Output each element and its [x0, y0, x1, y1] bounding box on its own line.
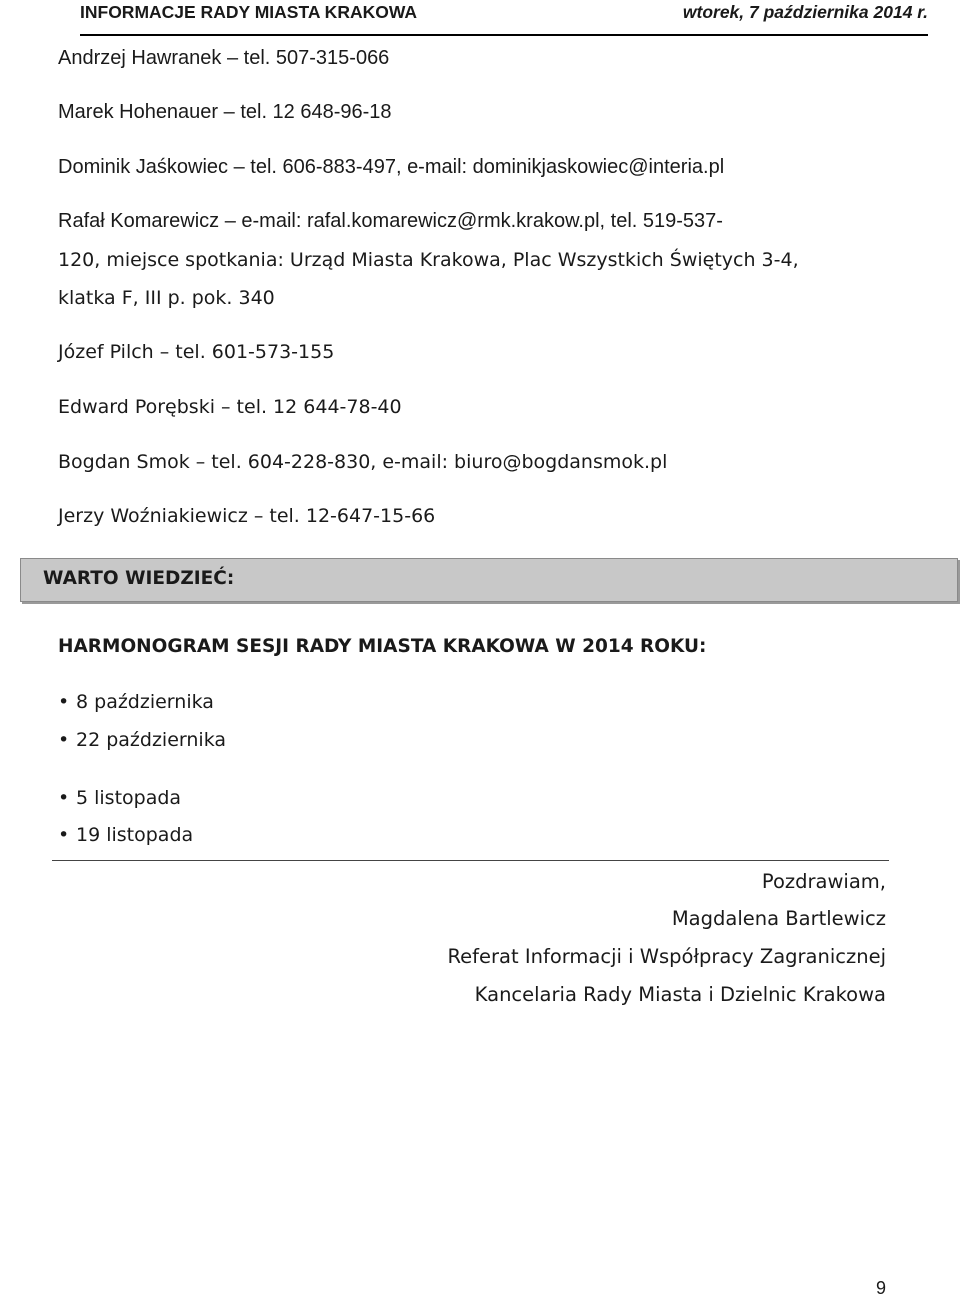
- contact-hohenauer: Marek Hohenauer – tel. 12 648-96-18: [58, 101, 392, 123]
- header-date: wtorek, 7 października 2014 r.: [682, 2, 928, 22]
- schedule-item: • 8 października: [58, 691, 214, 713]
- contact-pilch: Józef Pilch – tel. 601-573-155: [58, 341, 335, 363]
- contact-komarewicz-line2: 120, miejsce spotkania: Urząd Miasta Krakowa, Plac Wszystkich Świętych 3-4,: [58, 249, 799, 271]
- schedule-item: • 5 listopada: [58, 787, 182, 809]
- bullet-icon: •: [58, 824, 70, 846]
- schedule-title: HARMONOGRAM SESJI RADY MIASTA KRAKOWA W 2014 ROKU:: [58, 636, 707, 657]
- contact-porebski: Edward Porębski – tel. 12 644-78-40: [58, 396, 402, 418]
- bullet-icon: •: [58, 787, 70, 809]
- contact-komarewicz-line3: klatka F, III p. pok. 340: [58, 287, 275, 309]
- signature-greeting: Pozdrawiam,: [761, 870, 886, 893]
- schedule-item: • 19 listopada: [58, 824, 194, 846]
- contact-smok: Bogdan Smok – tel. 604-228-830, e-mail: biuro@bogdansmok.pl: [58, 451, 668, 473]
- page-header: [80, 0, 928, 36]
- bullet-icon: •: [58, 691, 70, 713]
- page-number: 9: [875, 1278, 886, 1298]
- divider: [52, 860, 889, 861]
- schedule-item: • 22 października: [58, 729, 227, 751]
- info-box-title: WARTO WIEDZIEĆ:: [43, 568, 235, 589]
- signature-department: Referat Informacji i Współpracy Zagranicznej: [447, 945, 886, 968]
- contact-komarewicz-line1: Rafał Komarewicz – e-mail: rafal.komarewicz@rmk.krakow.pl, tel. 519-537-: [58, 210, 723, 232]
- contact-wozniakiewicz: Jerzy Woźniakiewicz – tel. 12-647-15-66: [58, 505, 436, 527]
- bullet-icon: •: [58, 729, 70, 751]
- contact-hawranek: Andrzej Hawranek – tel. 507-315-066: [58, 47, 390, 69]
- info-box: [20, 558, 958, 602]
- header-title: INFORMACJE RADY MIASTA KRAKOWA: [80, 2, 418, 22]
- signature-office: Kancelaria Rady Miasta i Dzielnic Krakowa: [474, 983, 886, 1006]
- contact-jaskowiec: Dominik Jaśkowiec – tel. 606-883-497, e-mail: dominikjaskowiec@interia.pl: [58, 156, 725, 178]
- signature-name: Magdalena Bartlewicz: [671, 907, 886, 930]
